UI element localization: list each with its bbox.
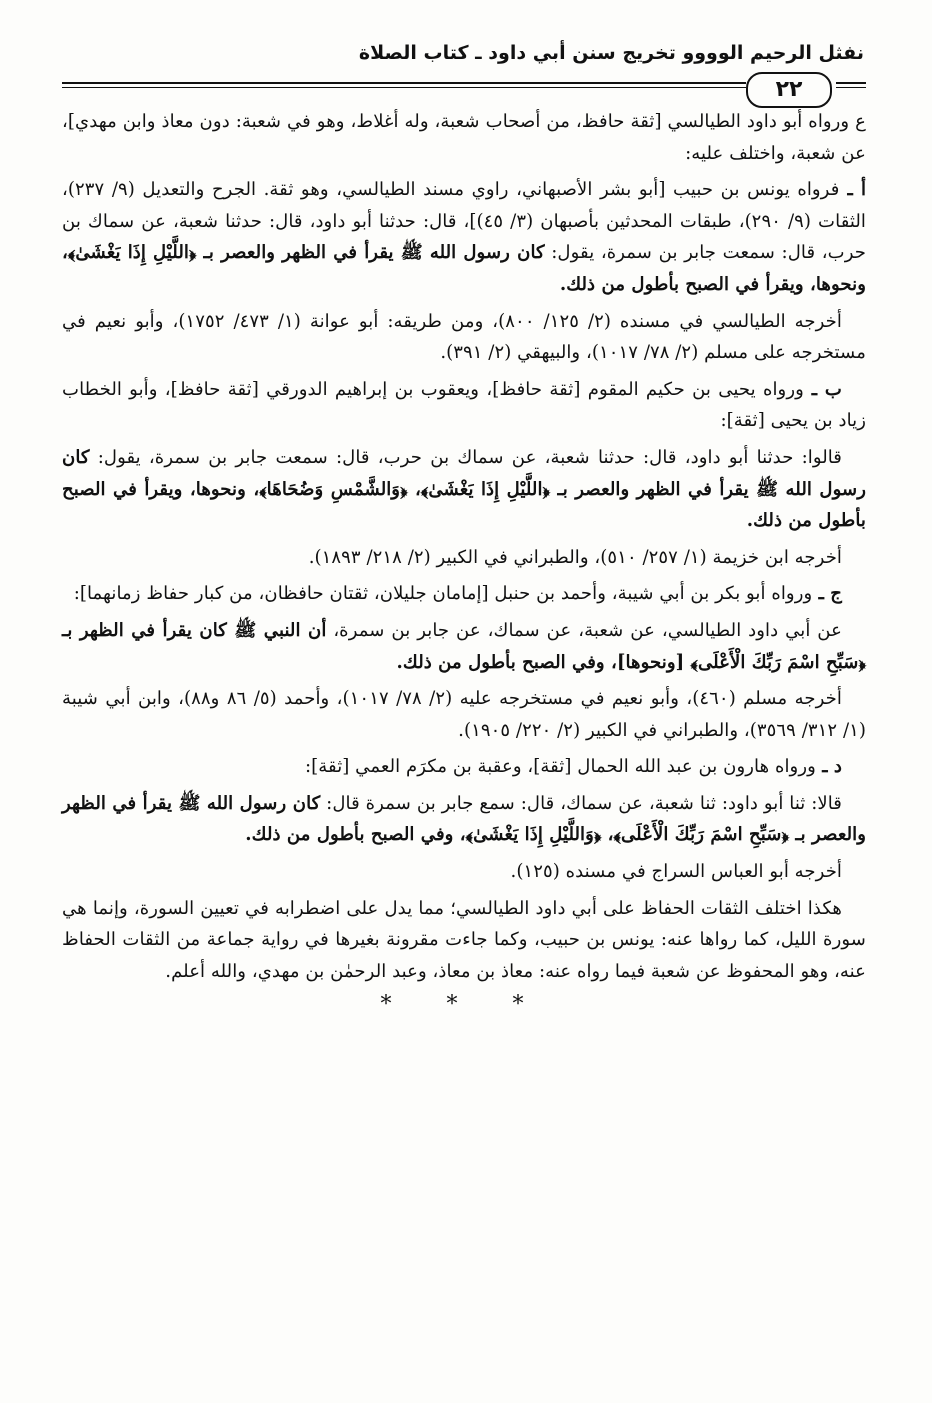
bold-text-run: د ـ: [815, 756, 842, 778]
text-run: أخرجه ابن خزيمة (١/ ٢٥٧/ ٥١٠)، والطبراني في الكبير (٢/ ٢١٨/ ١٨٩٣).: [308, 546, 842, 568]
paragraph-p12: [62, 856, 866, 888]
page-number-badge: ٢٢: [746, 72, 832, 108]
text-run: ورواه يحيى بن حكيم المقوم [ثقة حافظ]، ويعقوب بن إبراهيم الدورقي [ثقة حافظ]، وأبو الخطاب زياد بن يحيى [ثقة]:: [62, 378, 866, 432]
bold-text-run: أن النبي ﷺ كان يقرأ في الظهر بـ ﴿سَبِّحِ اسْمَ رَبِّكَ الْأَعْلَى﴾ [ونحوها]، وفي الصبح بأطول من ذلك.: [62, 619, 866, 673]
running-header: نفثل الرحيم الوووو تخريج سنن أبي داود ـ كتاب الصلاة: [358, 42, 864, 64]
book-page: [62, 38, 866, 1017]
text-run: فرواه يونس بن حبيب [أبو بشر الأصبهاني، راوي مسند الطيالسي، وهو ثقة. الجرح والتعديل (٩/ ٢٣٧)، الثقات (٩/ ٢٩٠)، طبقات المحدثين بأصبهان (٣/ ٤٥)]، قال: حدثنا أبو داود، قال: حدثنا شعبة، عن سماك بن حرب، قال: سمعت جابر بن سمرة، يقول:: [62, 179, 866, 264]
paragraph-p13: [62, 893, 866, 988]
text-run: ورواه أبو بكر بن أبي شيبة، وأحمد بن حنبل [إمامان جليلان، ثقتان حافظان، من كبار حفاظ زمانهما]:: [73, 583, 813, 605]
paragraph-p4: [62, 374, 866, 437]
paragraph-p3: [62, 306, 866, 369]
paragraph-p1: [62, 106, 866, 169]
paragraph-p11: [62, 788, 866, 851]
header-rule-line-left: [62, 82, 746, 88]
text-run: هكذا اختلف الثقات الحفاظ على أبي داود الطيالسي؛ مما يدل على اضطرابه في تعيين السورة، وإنما هي سورة الليل، كما رواها عنه: يونس بن حبيب، وكما جاءت مقرونة بغيرها في رواية جماعة من الثقات الحفاظ عنه، وهو المحفوظ عن شعبة فيما رواه عنه: معاذ بن معاذ، وعبد الرحمٰن بن مهدي، والله أعلم.: [62, 897, 866, 982]
text-run: أخرجه مسلم (٤٦٠)، وأبو نعيم في مستخرجه عليه (٢/ ٧٨/ ١٠١٧)، وأحمد (٥/ ٨٦ و٨٨)، وابن أبي شيبة (١/ ٣١٢/ ٣٥٦٩)، والطبراني في الكبير (٢/ ٢٢٠/ ١٩٠٥).: [62, 688, 866, 741]
paragraph-p8: [62, 615, 866, 678]
text-run: أخرجه الطيالسي في مسنده (٢/ ١٢٥/ ٨٠٠)، ومن طريقه: أبو عوانة (١/ ٤٧٣/ ١٧٥٢)، وأبو نعيم في مستخرجه على مسلم (٢/ ٧٨/ ١٠١٧)، والبيهقي (٢/ ٣٩١).: [62, 310, 866, 364]
bold-text-run: كان رسول الله ﷺ يقرأ في الظهر والعصر بـ ﴿اللَّيْلِ إِذَا يَغْشَىٰ﴾، ﴿وَالشَّمْسِ وَضُحَاهَا﴾، ونحوها، ويقرأ في الصبح بأطول من ذلك.: [62, 446, 866, 532]
text-run: عن أبي داود الطيالسي، عن شعبة، عن سماك، عن جابر بن سمرة،: [326, 619, 842, 641]
paragraph-p6: [62, 542, 866, 574]
header-rule-line-right: [836, 82, 866, 88]
paragraph-p2: [62, 174, 866, 300]
bold-text-run: كان رسول الله ﷺ يقرأ في الظهر والعصر بـ ﴿اللَّيْلِ إِذَا يَغْشَىٰ﴾، ونحوها، ويقرأ في الصبح بأطول من ذلك.: [62, 242, 866, 295]
bold-text-run: ج ـ: [812, 583, 842, 605]
page-body: [62, 106, 866, 987]
paragraph-p10: [62, 751, 866, 783]
text-run: قالوا: حدثنا أبو داود، قال: حدثنا شعبة، عن سماك بن حرب، قال: سمعت جابر بن سمرة، يقول:: [89, 446, 842, 468]
header-rule: [62, 72, 866, 106]
bold-text-run: أ ـ: [839, 179, 866, 201]
bold-text-run: كان رسول الله ﷺ يقرأ في الظهر والعصر بـ ﴿سَبِّحِ اسْمَ رَبِّكَ الْأَعْلَى﴾، ﴿وَاللَّيْلِ إِذَا يَغْشَىٰ﴾، وفي الصبح بأطول من ذلك.: [62, 792, 866, 846]
paragraph-p5: [62, 442, 866, 537]
text-run: ورواه هارون بن عبد الله الحمال [ثقة]، وعقبة بن مكرَم العمي [ثقة]:: [305, 756, 816, 778]
paragraph-p9: [62, 683, 866, 746]
text-run: قالا: ثنا أبو داود: ثنا شعبة، عن سماك، قال: سمع جابر بن سمرة قال:: [320, 792, 842, 814]
section-separator: * * *: [380, 992, 548, 1018]
bold-text-run: ب ـ: [803, 378, 842, 400]
text-run: أخرجه أبو العباس السراج في مسنده (١٢٥).: [510, 861, 842, 883]
text-run: ع ورواه أبو داود الطيالسي [ثقة حافظ، من أصحاب شعبة، وله أغلاط، وهو في شعبة: دون معاذ وابن مهدي]، عن شعبة، واختلف عليه:: [62, 111, 866, 164]
paragraph-p7: [62, 578, 866, 610]
